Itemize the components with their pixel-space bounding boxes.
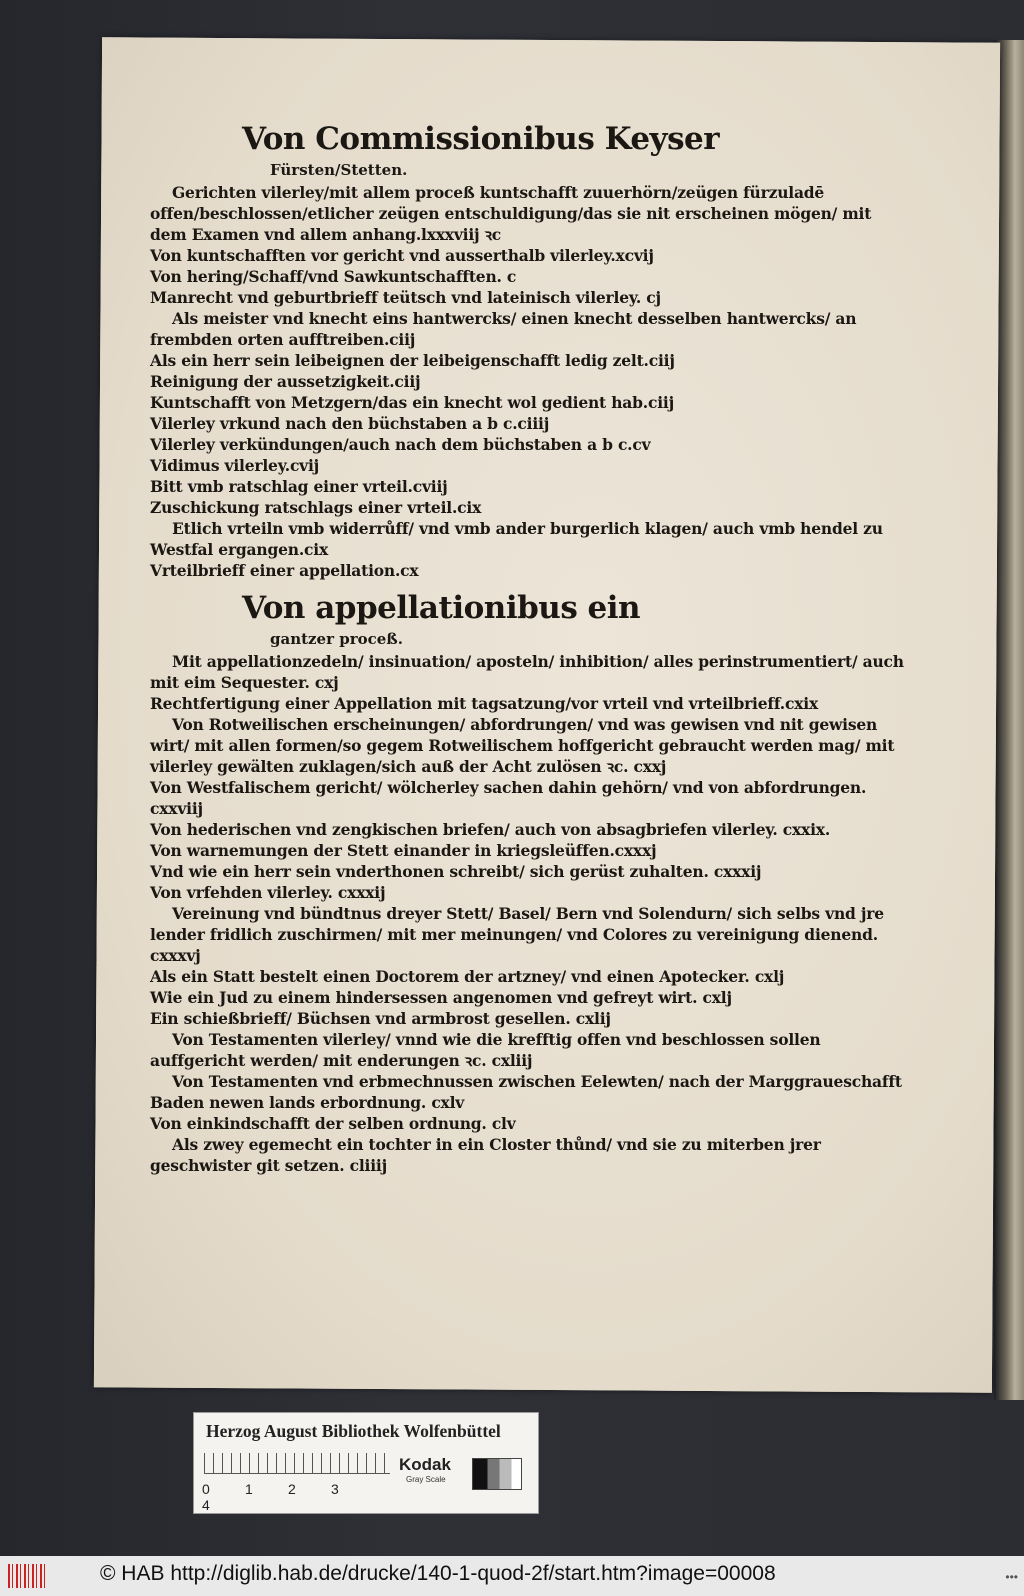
list-item: Rechtfertigung einer Appellation mit tagsatzung/vor vrteil vnd vrteilbrieff.cxix [150,694,818,713]
list-item: Von einkindschafft der selben ordnung. clv [150,1114,516,1133]
list-item: Gerichten vilerley/mit allem proceß kuntschafft zuuerhörn/zeügen fürzuladē offen/beschlossen/etlicher zeügen entschuldigung/das sie nit erscheinen mögen/ mit dem Examen vnd allem anhang.lxxxviij ꝛc [150,183,872,244]
list-item: Von warnemungen der Stett einander in kriegsleüffen.cxxxj [150,841,657,860]
kodak-logo: Kodak [399,1455,451,1474]
section2-subhead: gantzer proceß. [270,630,403,648]
list-item: Vilerley vrkund nach den büchstaben a b c.ciiij [150,414,550,433]
list-item: Vilerley verkündungen/auch nach dem büchstaben a b c.cv [150,435,651,454]
page-text [150,120,910,1176]
list-item: Als zwey egemecht ein tochter in ein Closter thůnd/ vnd sie zu miterben jrer geschwister git setzen. cliiij [150,1135,821,1175]
list-item: Vnd wie ein herr sein vnderthonen schreibt/ sich gerüst zuhalten. cxxxij [150,862,762,881]
footer-bar [0,1556,1024,1596]
list-item: Von Testamenten vnd erbmechnussen zwischen Eelewten/ nach der Marggraueschafft Baden newen lands erbordnung. cxlv [150,1072,902,1112]
list-item: Kuntschafft von Metzgern/das ein knecht wol gedient hab.ciij [150,393,674,412]
section1-heading: Von Commissionibus Keyser [242,121,720,157]
ruler-numbers [202,1481,402,1513]
library-name: Herzog August Bibliothek Wolfenbüttel [206,1421,501,1441]
list-item: Manrecht vnd geburtbrieff teütsch vnd lateinisch vilerley. cj [150,288,661,307]
ruler-number: 1 [245,1481,253,1497]
list-item: Wie ein Jud zu einem hindersessen angenomen vnd gefreyt wirt. cxlj [150,988,732,1007]
list-item: Von Testamenten vilerley/ vnnd wie die krefftig offen vnd beschlossen sollen auffgericht werden/ mit enderungen ꝛc. cxliij [150,1030,821,1070]
list-item: Als ein herr sein leibeignen der leibeigenschafft ledig zelt.ciij [150,351,675,370]
list-item: Von vrfehden vilerley. cxxxij [150,883,386,902]
list-item: Von hederischen vnd zengkischen briefen/ auch von absagbriefen vilerley. cxxix. [150,820,831,839]
list-item: Von hering/Schaff/vnd Sawkuntschafften. c [150,267,517,286]
list-item: Als ein Statt bestelt einen Doctorem der artzney/ vnd einen Apotecker. cxlj [150,967,785,986]
section1-subhead: Fürsten/Stetten. [270,161,408,179]
list-item: Etlich vrteiln vmb widerrůff/ vnd vmb ander burgerlich klagen/ auch vmb hendel zu Westfal ergangen.cix [150,519,883,559]
ruler-number: 4 [202,1497,210,1513]
ruler-number: 0 [202,1481,210,1497]
list-item: Zuschickung ratschlags einer vrteil.cix [150,498,482,517]
list-item: Als meister vnd knecht eins hantwercks/ einen knecht desselben hantwercks/ an frembden orten aufftreiben.ciij [150,309,857,349]
list-item: Von Rotweilischen erscheinungen/ abfordrungen/ vnd was gewisen vnd nit gewisen wirt/ mit allen formen/so gegem Rotweilischem hoffgericht gebraucht werden mag/ mit vilerley gewälten zuklagen/sich auß der Acht zulösen ꝛc. cxxj [150,715,895,776]
source-url[interactable]: © HAB http://diglib.hab.de/drucke/140-1-quod-2f/start.htm?image=00008 [100,1562,776,1585]
list-item: Vereinung vnd bündtnus dreyer Stett/ Basel/ Bern vnd Solendurn/ sich selbs vnd jre lender fridlich zuschirmen/ mit mer meinungen/ vnd Colores zu vereinigung dienend. cxxxvj [150,904,884,965]
gray-scale-label: Gray Scale [406,1475,446,1484]
library-label-card [193,1412,539,1514]
list-item: Bitt vmb ratschlag einer vrteil.cviij [150,477,448,496]
list-item: Vrteilbrieff einer appellation.cx [150,561,419,580]
hab-logo-icon [8,1564,48,1588]
list-item: Ein schießbrieff/ Büchsen vnd armbrost gesellen. cxlij [150,1009,611,1028]
section2-entries [150,651,910,1176]
list-item: Von Westfalischem gericht/ wölcherley sachen dahin gehörn/ vnd von abfordrungen. cxxviij [150,778,867,818]
ruler-number: 2 [288,1481,296,1497]
gray-scale-swatch [472,1458,522,1490]
list-item: Von kuntschafften vor gericht vnd ausserthalb vilerley.xcvij [150,246,654,265]
ruler-number: 3 [331,1481,339,1497]
list-item: Mit appellationzedeln/ insinuation/ aposteln/ inhibition/ alles perinstrumentiert/ auch mit eim Sequester. cxj [150,652,904,692]
more-icon[interactable]: ••• [1005,1570,1018,1584]
section2-heading: Von appellationibus ein [242,590,641,626]
list-item: Reinigung der aussetzigkeit.ciij [150,372,421,391]
section1-entries [150,182,910,581]
ruler-scale [204,1453,390,1474]
list-item: Vidimus vilerley.cvij [150,456,320,475]
